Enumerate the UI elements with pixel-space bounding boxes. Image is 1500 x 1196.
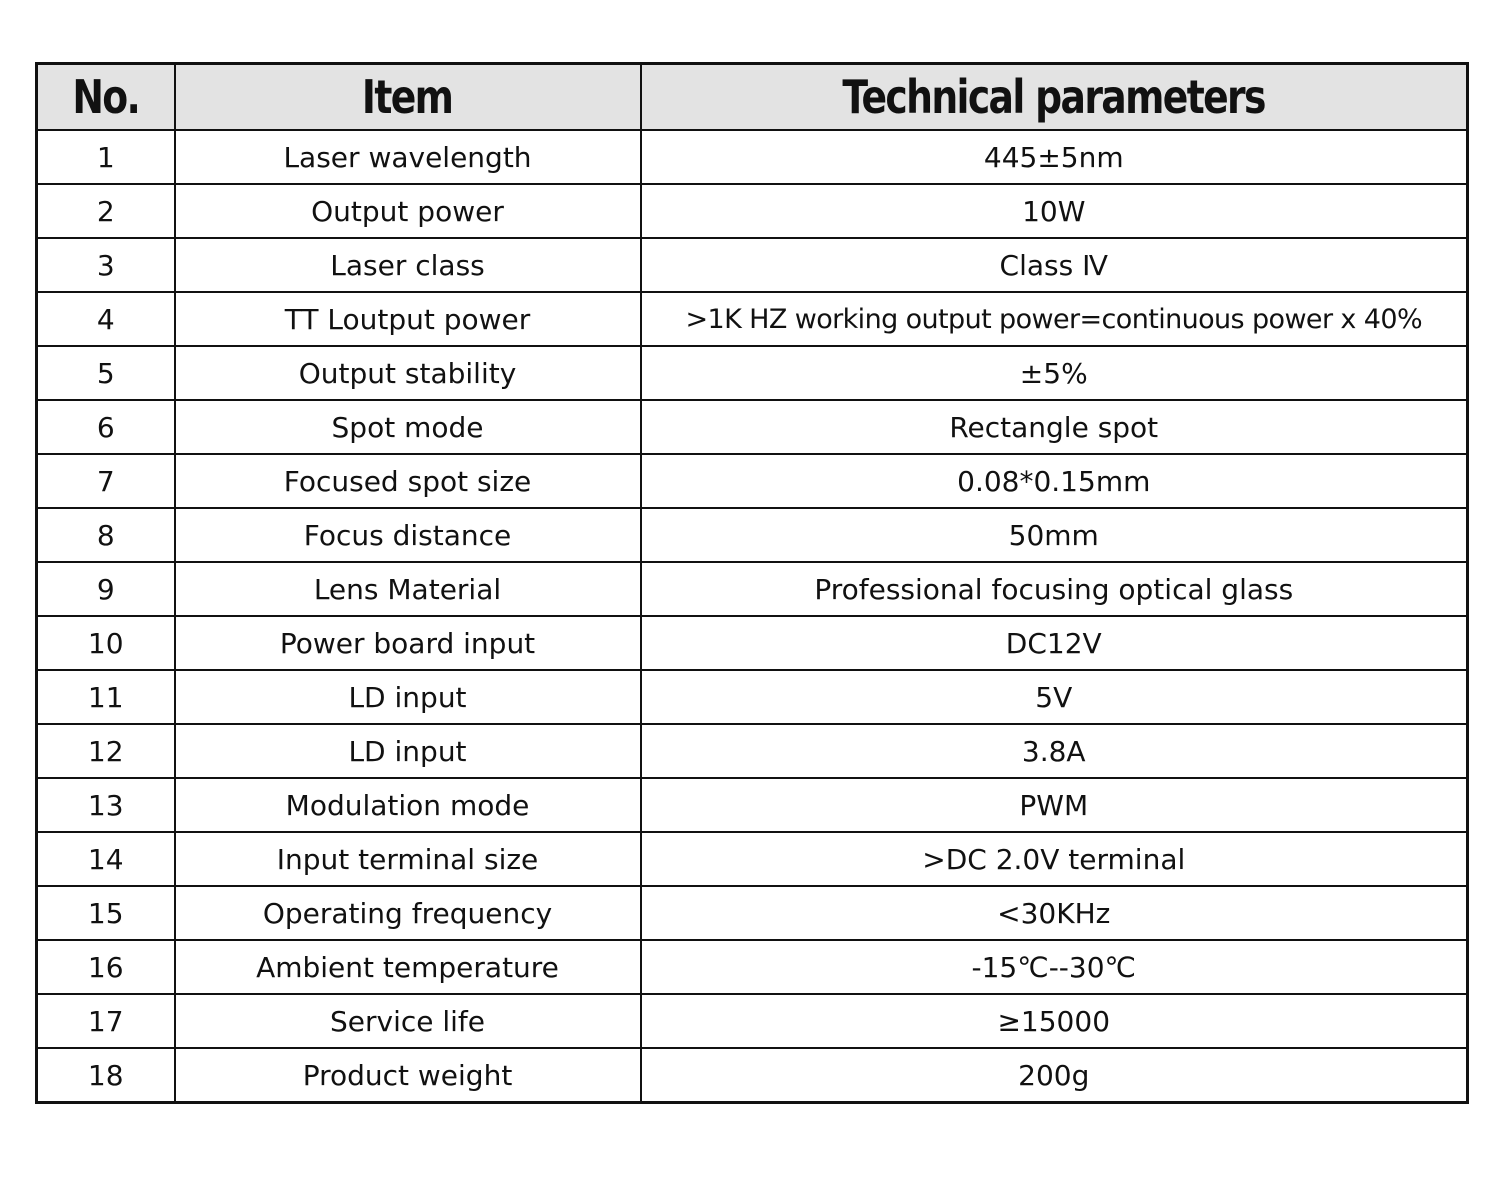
row-value: 445±5nm	[641, 130, 1468, 184]
row-no: 3	[37, 238, 175, 292]
row-no: 12	[37, 724, 175, 778]
row-value: >1K HZ working output power=continuous power x 40%	[641, 292, 1468, 346]
row-value: 5V	[641, 670, 1468, 724]
row-value: 0.08*0.15mm	[641, 454, 1468, 508]
row-no: 10	[37, 616, 175, 670]
row-value: >DC 2.0V terminal	[641, 832, 1468, 886]
row-no: 5	[37, 346, 175, 400]
row-no: 4	[37, 292, 175, 346]
row-value: Rectangle spot	[641, 400, 1468, 454]
row-no: 8	[37, 508, 175, 562]
header-row	[37, 64, 1468, 131]
row-value: ≥15000	[641, 994, 1468, 1048]
table-row	[37, 778, 1468, 832]
table-row	[37, 832, 1468, 886]
row-value: 200g	[641, 1048, 1468, 1103]
row-item: Output stability	[175, 346, 641, 400]
row-value: <30KHz	[641, 886, 1468, 940]
row-item: TT Loutput power	[175, 292, 641, 346]
row-no: 2	[37, 184, 175, 238]
table-row	[37, 1048, 1468, 1103]
table-row	[37, 346, 1468, 400]
table-body	[37, 130, 1468, 1103]
table-row	[37, 994, 1468, 1048]
row-item: Power board input	[175, 616, 641, 670]
row-item: Spot mode	[175, 400, 641, 454]
row-item: Laser class	[175, 238, 641, 292]
row-no: 1	[37, 130, 175, 184]
table-row	[37, 454, 1468, 508]
table-row	[37, 562, 1468, 616]
row-item: LD input	[175, 724, 641, 778]
row-no: 6	[37, 400, 175, 454]
table-row	[37, 238, 1468, 292]
row-value: Professional focusing optical glass	[641, 562, 1468, 616]
row-item: Lens Material	[175, 562, 641, 616]
row-no: 9	[37, 562, 175, 616]
row-item: Service life	[175, 994, 641, 1048]
table-row	[37, 940, 1468, 994]
row-value: 50mm	[641, 508, 1468, 562]
row-no: 14	[37, 832, 175, 886]
table-row	[37, 508, 1468, 562]
table-row	[37, 292, 1468, 346]
row-item: Laser wavelength	[175, 130, 641, 184]
row-value: -15℃--30℃	[641, 940, 1468, 994]
spec-table	[35, 62, 1469, 1104]
row-item: Modulation mode	[175, 778, 641, 832]
row-value: 10W	[641, 184, 1468, 238]
header-params: Technical parameters	[641, 64, 1468, 131]
table-row	[37, 616, 1468, 670]
row-value: 3.8A	[641, 724, 1468, 778]
row-no: 11	[37, 670, 175, 724]
row-value: PWM	[641, 778, 1468, 832]
row-item: LD input	[175, 670, 641, 724]
table-row	[37, 400, 1468, 454]
row-item: Ambient temperature	[175, 940, 641, 994]
row-item: Product weight	[175, 1048, 641, 1103]
header-no: No.	[37, 64, 175, 131]
row-value: DC12V	[641, 616, 1468, 670]
table-row	[37, 670, 1468, 724]
row-item: Input terminal size	[175, 832, 641, 886]
table-row	[37, 130, 1468, 184]
row-no: 7	[37, 454, 175, 508]
table-row	[37, 724, 1468, 778]
header-item: Item	[175, 64, 641, 131]
table-row	[37, 886, 1468, 940]
table-row	[37, 184, 1468, 238]
row-item: Focus distance	[175, 508, 641, 562]
row-no: 17	[37, 994, 175, 1048]
row-value: Class Ⅳ	[641, 238, 1468, 292]
row-no: 16	[37, 940, 175, 994]
row-value: ±5%	[641, 346, 1468, 400]
row-no: 13	[37, 778, 175, 832]
row-item: Focused spot size	[175, 454, 641, 508]
row-item: Operating frequency	[175, 886, 641, 940]
row-no: 18	[37, 1048, 175, 1103]
row-no: 15	[37, 886, 175, 940]
row-item: Output power	[175, 184, 641, 238]
